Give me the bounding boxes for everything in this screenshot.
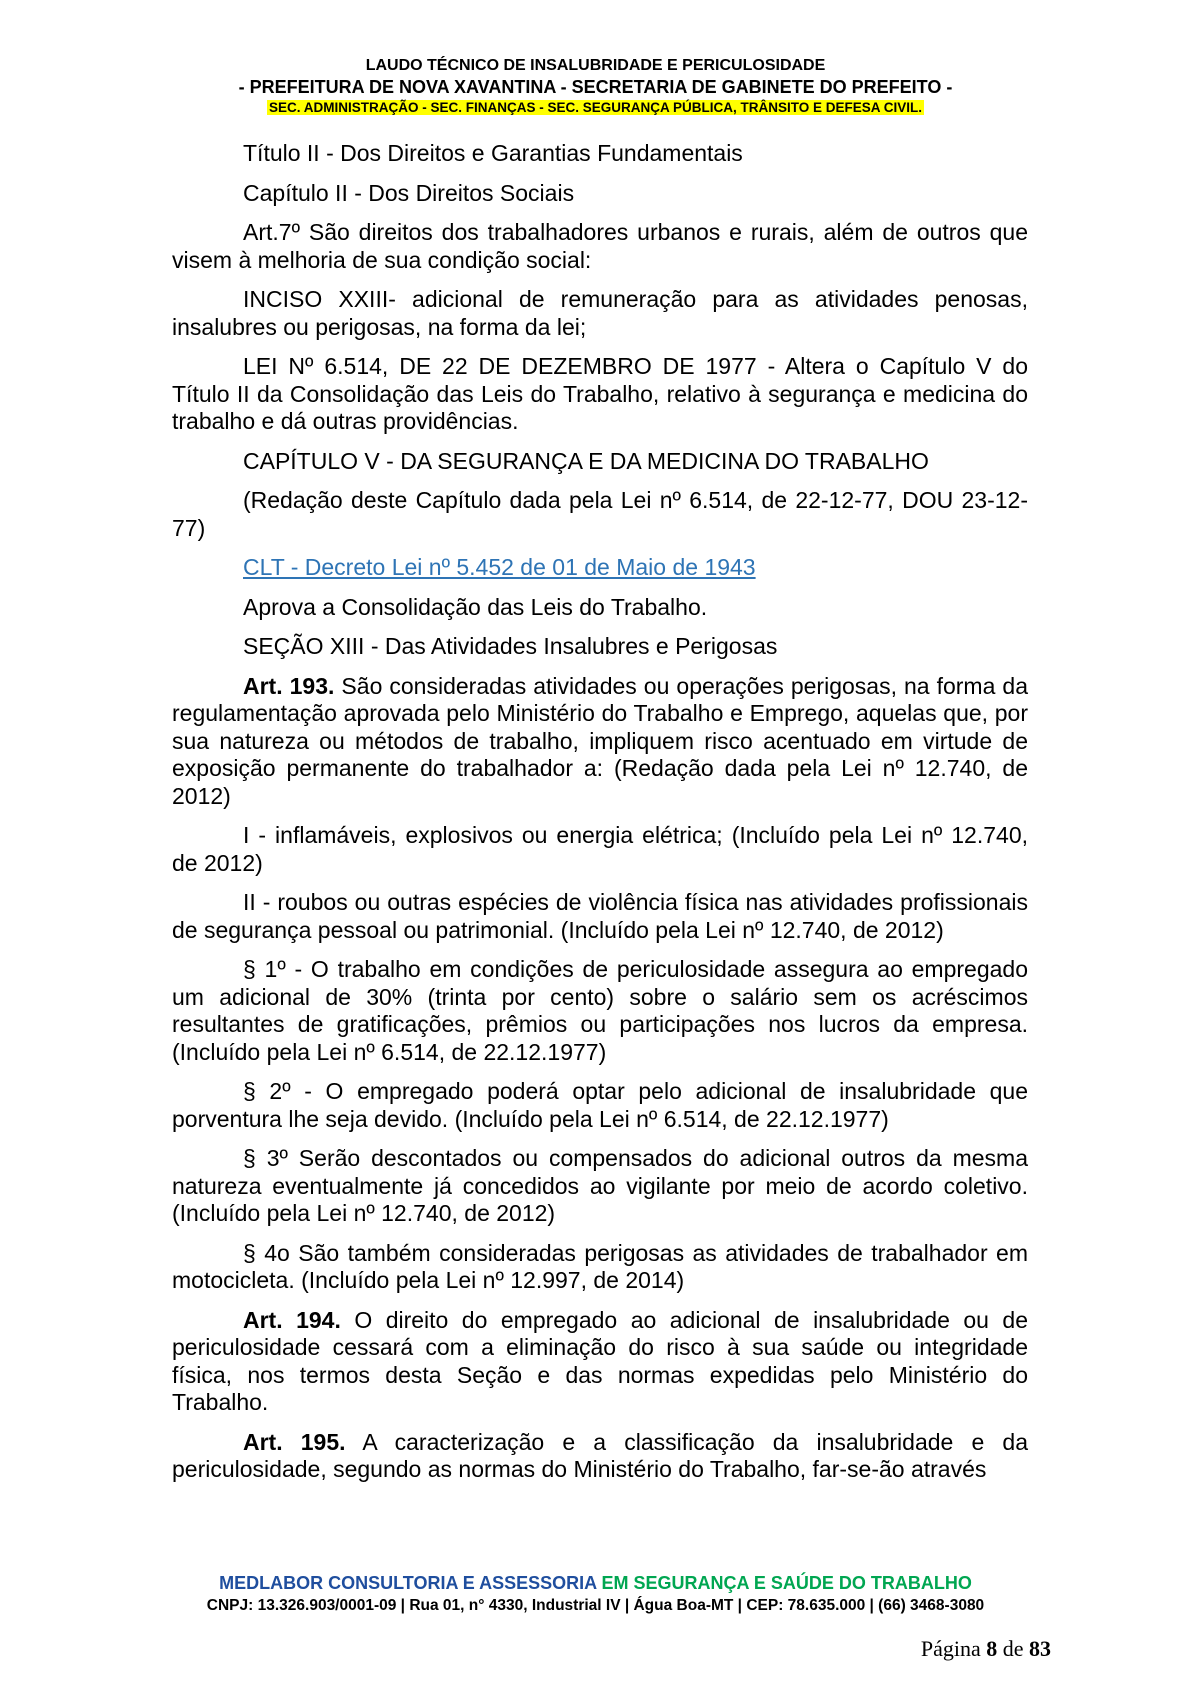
document-body: [172, 140, 1028, 1496]
paragraph-lei-6514: LEI Nº 6.514, DE 22 DE DEZEMBRO DE 1977 - Altera o Capítulo V do Título II da Consolidação das Leis do Trabalho, relativo à segurança e medicina do trabalho e dá outras providências.: [172, 353, 1028, 434]
paragraph-redacao: (Redação deste Capítulo dada pela Lei nº 6.514, de 22-12-77, DOU 23-12-77): [172, 487, 1028, 541]
paragraph-clt-link: [172, 554, 1028, 582]
paragraph-art-7: Art.7º São direitos dos trabalhadores urbanos e rurais, além de outros que visem à melhoria de sua condição social:: [172, 219, 1028, 273]
paragraph-aprova: Aprova a Consolidação das Leis do Trabalho.: [243, 593, 708, 620]
clt-link[interactable]: CLT - Decreto Lei nº 5.452 de 01 de Maio de 1943: [243, 554, 756, 580]
paragraph-art-193: [172, 673, 1028, 811]
paragraph-inciso-xxiii: INCISO XXIII- adicional de remuneração para as atividades penosas, insalubres ou perigosas, na forma da lei;: [172, 286, 1028, 340]
paragraph-chapter-v: CAPÍTULO V - DA SEGURANÇA E DA MEDICINA DO TRABALHO: [243, 447, 929, 474]
art-195-label: Art. 195.: [243, 1428, 346, 1455]
paragraph-title-ii: Título II - Dos Direitos e Garantias Fundamentais: [243, 140, 743, 166]
paragraph-secao-xiii: SEÇÃO XIII - Das Atividades Insalubres e Perigosas: [243, 633, 778, 659]
header-subtitle: - PREFEITURA DE NOVA XAVANTINA - SECRETARIA DE GABINETE DO PREFEITO -: [238, 77, 953, 97]
art-193-label: Art. 193.: [243, 672, 335, 699]
art-195-text: A caracterização e a classificação da insalubridade e da periculosidade, segundo as normas do Ministério do Trabalho, far-se-ão através: [172, 1428, 1028, 1482]
document-footer: [0, 1571, 1191, 1617]
paragraph-paragrafo-3: § 3º Serão descontados ou compensados do adicional outros da mesma natureza eventualmente já concedidos ao vigilante por meio de acordo coletivo. (Incluído pela Lei nº 12.740, de 2012): [172, 1145, 1028, 1226]
art-194-label: Art. 194.: [243, 1306, 341, 1333]
document-header: [0, 56, 1191, 117]
footer-address: CNPJ: 13.326.903/0001-09 | Rua 01, n° 4330, Industrial IV | Água Boa-MT | CEP: 78.635.000 | (66) 3468-3080: [206, 1597, 985, 1614]
paragraph-art-194: [172, 1307, 1028, 1417]
footer-company: [0, 1571, 1191, 1595]
header-title: LAUDO TÉCNICO DE INSALUBRIDADE E PERICULOSIDADE: [365, 57, 826, 74]
header-departments: [0, 99, 1191, 117]
paragraph-paragrafo-1: § 1º - O trabalho em condições de periculosidade assegura ao empregado um adicional de 30% (trinta por cento) sobre o salário sem os acréscimos resultantes de gratificações, prêmios ou participações nos lucros da empresa. (Incluído pela Lei nº 6.514, de 22.12.1977): [172, 956, 1028, 1065]
paragraph-art-195: [172, 1429, 1028, 1484]
page-number: [921, 1636, 1051, 1662]
footer-company-green: EM SEGURANÇA E SAÚDE DO TRABALHO: [596, 1573, 972, 1593]
art-194-text: O direito do empregado ao adicional de insalubridade ou de periculosidade cessará com a eliminação do risco à sua saúde ou integridade física, nos termos desta Seção e das normas expedidas pelo Ministério do Trabalho.: [172, 1306, 1029, 1415]
paragraph-paragrafo-4: § 4o São também consideradas perigosas as atividades de trabalhador em motocicleta. (Incluído pela Lei nº 12.997, de 2014): [172, 1239, 1028, 1293]
footer-company-blue: MEDLABOR CONSULTORIA E ASSESSORIA: [219, 1573, 597, 1593]
page-word: Página: [920, 1636, 987, 1661]
art-193-text: São consideradas atividades ou operações perigosas, na forma da regulamentação aprovada pelo Ministério do Trabalho e Emprego, aquelas que, por sua natureza ou métodos de trabalho, impliquem risco acentuado em virtude de exposição permanente do trabalhador a: (Redação dada pela Lei nº 12.740, de 2012): [172, 672, 1028, 809]
paragraph-chapter-ii: Capítulo II - Dos Direitos Sociais: [243, 179, 575, 206]
page-current: 8: [986, 1636, 998, 1661]
paragraph-inciso-ii: II - roubos ou outras espécies de violência física nas atividades profissionais de segurança pessoal ou patrimonial. (Incluído pela Lei nº 12.740, de 2012): [172, 889, 1028, 943]
page-sep: de: [997, 1636, 1029, 1661]
header-departments-highlight: SEC. ADMINISTRAÇÃO - SEC. FINANÇAS - SEC. SEGURANÇA PÚBLICA, TRÂNSITO E DEFESA CIVIL.: [268, 100, 923, 115]
page-total: 83: [1029, 1636, 1051, 1661]
paragraph-paragrafo-2: § 2º - O empregado poderá optar pelo adicional de insalubridade que porventura lhe seja devido. (Incluído pela Lei nº 6.514, de 22.12.1977): [172, 1078, 1028, 1132]
paragraph-inciso-i: I - inflamáveis, explosivos ou energia elétrica; (Incluído pela Lei nº 12.740, de 2012): [172, 822, 1028, 876]
